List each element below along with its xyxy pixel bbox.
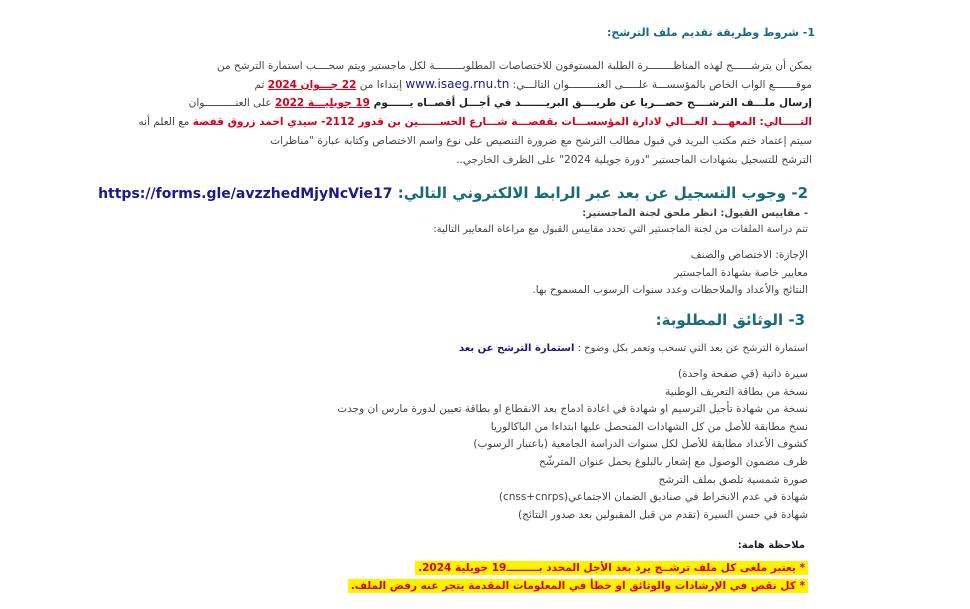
start-date: 22 جـــوان 2024 (267, 79, 357, 91)
section1-line3-end: على العنــــــــــوان (188, 97, 276, 109)
criteria-item: معايير خاصة بشهادة الماجستير (674, 266, 808, 279)
document-item: ظرف مضمون الوصول مع إشعار بالبلوغ يحمل عنوان المترشّح (538, 455, 808, 468)
section1-line2-pre: موقـــــــع الواب الخاص بالمؤسســـة علـــــى العنـــــــــوان التالـــي: (509, 79, 812, 91)
section1-line2-end: ثم (254, 79, 268, 91)
criteria-list (308, 247, 808, 300)
document-item: سيرة ذاتية (في صفحة واحدة) (677, 368, 808, 380)
section1-line1: يمكن أن يترشــــــح لهذه المناظــــــــرة الطلبة المستوفون للاختصاصات المطلوبـــــــــة لكل ماجستير ويتم سحــــب استمارة الترشح من (216, 60, 812, 72)
document-item: شهادة في حسن السيرة (تقدم من قبل المقبولين بعد صدور النتائج) (517, 508, 808, 521)
section1-paragraph (122, 58, 812, 168)
note-2-text: * كل نقص في الإرشادات والوثائق او خطأ في المعلومات المقدمة يتجر عنه رفض الملف. (348, 579, 808, 593)
section1-line4 (138, 114, 812, 130)
section1-line2-mid: إبتداءا من (356, 79, 406, 91)
criteria-item: النتائج والأعداد والملاحظات وعدد سنوات الرسوب المسموح بها. (532, 284, 808, 297)
online-form-link[interactable]: استمارة الترشح عن بعد (458, 343, 575, 354)
form-line (459, 343, 808, 354)
note-2 (348, 574, 808, 593)
document-item: شهادة في عدم الانخراط في صناديق الضمان الاجتماعي(cnss+cnrps) (498, 491, 808, 504)
section1-line3-pre: إرسال ملـــف الترشــــح حصـــريا عن طريــــق البريـــــــد في أجـــل أقصــاه يــــــوم (370, 97, 812, 109)
document-item: صورة شمسية تلصق بملف الترشح (658, 473, 808, 486)
notes-title: ملاحظة هامة: (737, 540, 805, 551)
criteria-title: - مقاييس القبول: انظر ملحق لجنة الماجستير: (582, 208, 808, 219)
document-item: كشوف الأعداد مطابقة للأصل لكل سنوات الدراسة الجامعية (باعتبار الرسوب) (473, 438, 808, 451)
deadline-date: 19 جويليـــة 2022 (275, 97, 370, 109)
document-item: نسخ مطابقة للأصل من كل الشهادات المتحصل عليها ابتداءا من الباكالوريا (490, 420, 808, 433)
criteria-item: الإجازة: الاختصاص والصنف (690, 249, 808, 261)
document-item: نسخة من شهادة تأجيل الترسيم او شهادة في اعادة ادماج بعد الانقطاع او بطاقة تعيين لدورة مارس ان وجدت (337, 403, 808, 416)
section1-title: 1- شروط وطريقة تقديم ملف الترشح: (607, 26, 815, 39)
section2-title-text: 2- وجوب التسجيل عن بعد عبر الرابط الالكتروني التالي: (397, 184, 808, 202)
document-item: نسخة من بطاقة التعريف الوطنية (665, 385, 808, 398)
section1-line3 (189, 95, 812, 111)
institute-address: المعهـــد العـــالي لادارة المؤسســـات بقفصـــة شـــارع الحســــــين بن قدور 2112- سيدي احمد زروق قفصة (192, 116, 756, 128)
section1-line4-end: مع العلم أنه (138, 116, 193, 128)
section1-line6: الترشح للتسجيل بشهادات الماجستير "دورة جويلية 2024" على الظرف الخارجي.. (456, 154, 812, 166)
registration-link[interactable]: https://forms.gle/avzzhedMjyNcVie17 (98, 186, 393, 202)
section2-title (98, 184, 808, 202)
form-line-text: استمارة الترشح عن بعد التي تسحب وتعمر بكل وضوح : (574, 343, 808, 354)
section1-line2 (255, 76, 812, 93)
section1-line4-pre: التـــــالي: (755, 116, 812, 128)
website-link[interactable]: www.isaeg.rnu.tn (405, 77, 510, 91)
note-1-text: * يعتبر ملغى كل ملف ترشــح يرد بعد الأجل المحدد بـــــــــ19 جويلية 2024. (415, 561, 808, 575)
documents-list (208, 366, 808, 524)
section1-line5: سيتم إعتماد ختم مكتب البريد في قبول مطالب الترشح مع ضرورة التنصيص على نوع واسم الاختصاص وكتابة عبارة "مناظرات (270, 135, 812, 147)
criteria-intro: تتم دراسة الملفات من لجنة الماجستير التي تحدد مقاييس القبول مع مراعاة المعايير التالية: (433, 224, 808, 235)
note-1 (415, 556, 808, 575)
section3-title: 3- الوثائق المطلوبة: (655, 311, 805, 329)
